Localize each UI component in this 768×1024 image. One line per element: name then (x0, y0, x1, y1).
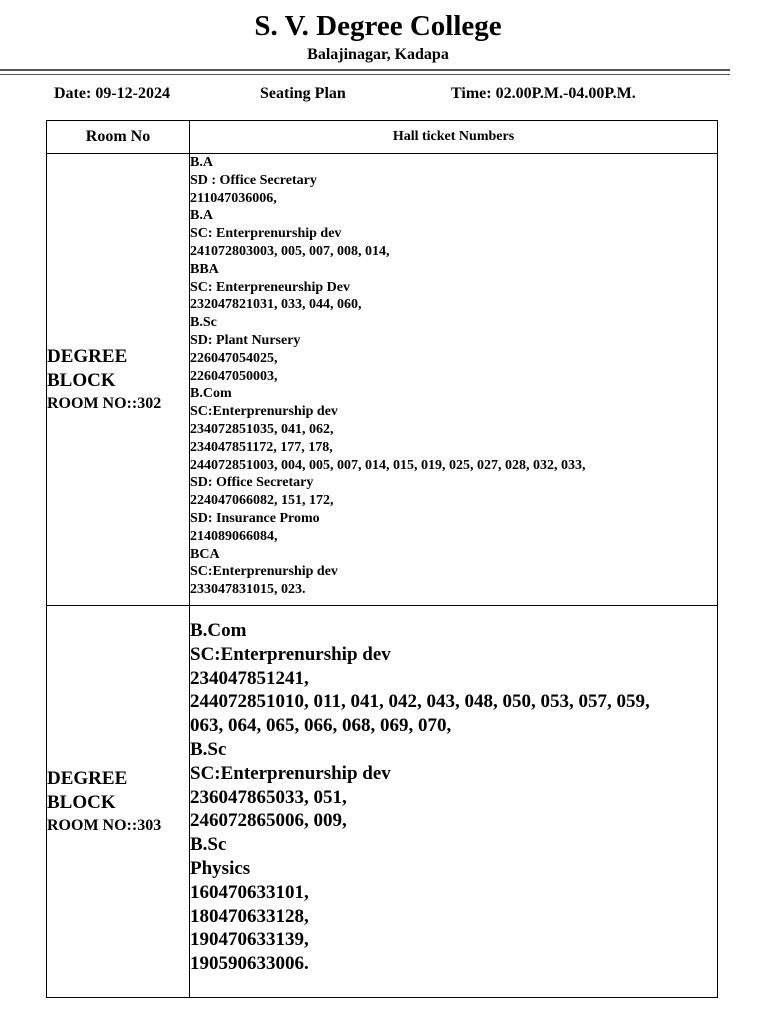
hall-ticket-line: 246072865006, 009, (190, 810, 347, 832)
hall-ticket-line: B.Com (190, 620, 247, 641)
column-header-room: Room No (47, 121, 190, 154)
header-divider-thick (0, 69, 730, 71)
college-title: S. V. Degree College (254, 10, 502, 42)
hall-ticket-line: 234072851035, 041, 062, (190, 421, 334, 437)
hall-ticket-line: BBA (190, 261, 219, 277)
hall-ticket-list (190, 154, 717, 599)
hall-ticket-cell (190, 154, 718, 606)
plan-title: Seating Plan (260, 85, 346, 102)
room-number: ROOM NO::303 (47, 816, 162, 834)
header-divider-thin (0, 74, 730, 75)
hall-ticket-line: B.A (190, 155, 213, 170)
hall-ticket-line: 190470633139, (190, 929, 309, 951)
hall-ticket-line: 063, 064, 065, 066, 068, 069, 070, (190, 715, 452, 737)
hall-ticket-line: 160470633101, (190, 881, 309, 903)
hall-ticket-line: 224047066082, 151, 172, (190, 493, 334, 509)
hall-ticket-line: Physics (190, 857, 251, 879)
column-header-hall-tickets: Hall ticket Numbers (190, 121, 718, 154)
hall-ticket-line: 232047821031, 033, 044, 060, (190, 297, 362, 313)
block-name-line1: DEGREE (47, 767, 128, 789)
room-cell (47, 606, 190, 998)
hall-ticket-line: 226047050003, (190, 368, 278, 384)
hall-ticket-line: SD: Plant Nursery (190, 332, 301, 348)
hall-ticket-line: B.Com (190, 386, 232, 402)
hall-ticket-line: 244072851003, 004, 005, 007, 014, 015, 019, 025, 027, 028, 032, 033, (190, 457, 586, 473)
hall-ticket-line: 244072851010, 011, 041, 042, 043, 048, 050, 053, 057, 059, (190, 691, 650, 713)
hall-ticket-line: 190590633006. (190, 953, 309, 975)
hall-ticket-line: 236047865033, 051, (190, 786, 347, 808)
college-location: Balajinagar, Kadapa (307, 46, 449, 63)
hall-ticket-line: SC: Enterpreneurship Dev (190, 279, 350, 295)
hall-ticket-line: SD: Insurance Promo (190, 510, 320, 526)
hall-ticket-line: B.A (190, 208, 213, 224)
hall-ticket-line: B.Sc (190, 834, 227, 856)
hall-ticket-line: 211047036006, (190, 190, 277, 206)
hall-ticket-line: BCA (190, 546, 220, 562)
hall-ticket-line: SC: Enterprenurship dev (190, 226, 342, 242)
seating-plan-table (46, 120, 718, 998)
room-cell (47, 154, 190, 606)
hall-ticket-line: 233047831015, 023. (190, 582, 306, 598)
table-row (47, 606, 718, 998)
hall-ticket-line: B.Sc (190, 738, 227, 760)
hall-ticket-line: SC:Enterprenurship dev (190, 643, 391, 665)
table-header-row (47, 121, 718, 154)
hall-ticket-line: SC:Enterprenurship dev (190, 404, 338, 420)
hall-ticket-line: SD : Office Secretary (190, 172, 317, 188)
hall-ticket-line: 241072803003, 005, 007, 008, 014, (190, 243, 390, 259)
hall-ticket-line: 226047054025, (190, 350, 278, 366)
hall-ticket-line: 234047851241, (190, 667, 309, 689)
block-name-line1: DEGREE (47, 345, 128, 367)
exam-time: Time: 02.00P.M.-04.00P.M. (451, 85, 636, 102)
block-name-line2: BLOCK (47, 791, 116, 813)
hall-ticket-line: 214089066084, (190, 528, 278, 544)
hall-ticket-list (190, 606, 717, 976)
hall-ticket-line: 180470633128, (190, 905, 309, 927)
block-name-line2: BLOCK (47, 369, 116, 391)
room-number: ROOM NO::302 (47, 394, 162, 412)
hall-ticket-line: SC:Enterprenurship dev (190, 762, 391, 784)
exam-date: Date: 09-12-2024 (54, 85, 170, 102)
hall-ticket-line: SD: Office Secretary (190, 475, 314, 491)
hall-ticket-line: SC:Enterprenurship dev (190, 564, 338, 580)
table-row (47, 154, 718, 606)
hall-ticket-cell (190, 606, 718, 998)
hall-ticket-line: B.Sc (190, 315, 217, 331)
hall-ticket-line: 234047851172, 177, 178, (190, 439, 333, 455)
